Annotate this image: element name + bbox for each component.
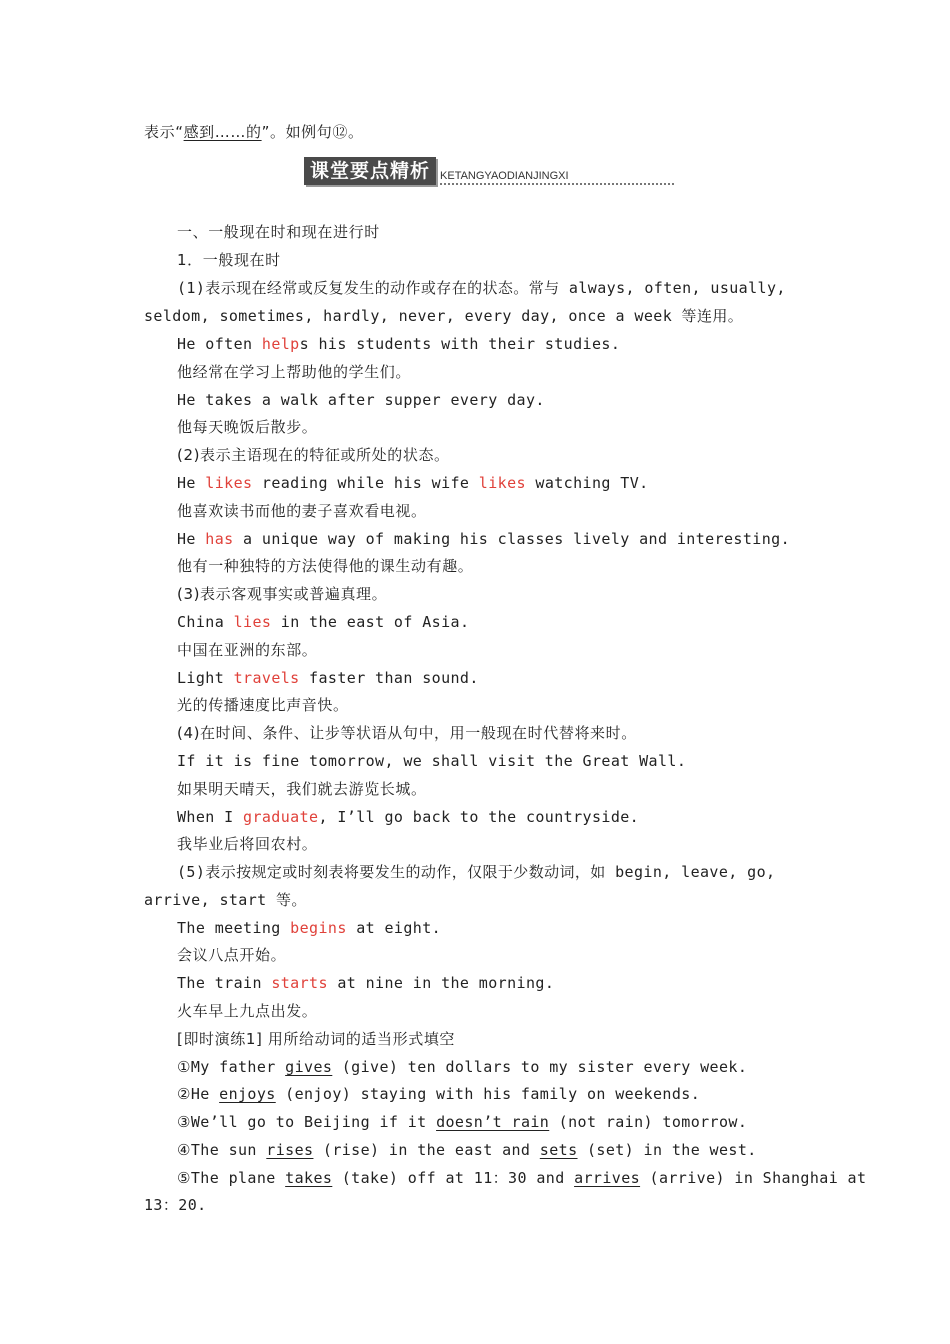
highlight-verb: has — [205, 530, 234, 548]
banner-title: 课堂要点精析 — [304, 157, 436, 185]
example-10-translation: 火车早上九点出发。 — [177, 1002, 318, 1020]
example-3-translation: 他喜欢读书而他的妻子喜欢看电视。 — [177, 502, 427, 520]
answer-blank: enjoys — [219, 1085, 276, 1103]
example-6: Light travels faster than sound. — [177, 669, 479, 687]
example-7: If it is fine tomorrow, we shall visit the Great Wall. — [177, 752, 687, 770]
example-8-translation: 我毕业后将回农村。 — [177, 835, 318, 853]
exercise-1: ①My father gives (give) ten dollars to my sister every week. — [177, 1058, 748, 1076]
answer-blank: arrives — [574, 1169, 641, 1187]
exercise-3: ③We’ll go to Beijing if it doesn’t rain (not rain) tomorrow. — [177, 1113, 748, 1131]
highlight-verb: help — [261, 335, 300, 353]
example-10: The train starts at nine in the morning. — [177, 974, 555, 992]
example-3: He likes reading while his wife likes watching TV. — [177, 474, 649, 492]
subsection-heading: 1．一般现在时 — [177, 251, 281, 269]
example-4-translation: 他有一种独特的方法使得他的课生动有趣。 — [177, 557, 474, 575]
highlight-verb: starts — [271, 974, 328, 992]
answer-blank: rises — [266, 1141, 314, 1159]
example-8: When I graduate, I’ll go back to the countryside. — [177, 808, 640, 826]
rule-1-line-2: seldom, sometimes, hardly, never, every day, once a week 等连用。 — [144, 307, 744, 325]
banner-subtitle: KETANGYAODIANJINGXI — [440, 170, 674, 185]
example-7-translation: 如果明天晴天，我们就去游览长城。 — [177, 780, 427, 798]
example-1: He often helps his students with their studies. — [177, 335, 621, 353]
answer-blank: takes — [285, 1169, 333, 1187]
answer-blank: gives — [285, 1058, 333, 1076]
example-6-translation: 光的传播速度比声音快。 — [177, 696, 349, 714]
highlight-verb: begins — [290, 919, 347, 937]
example-5-translation: 中国在亚洲的东部。 — [177, 641, 318, 659]
rule-3: (3)表示客观事实或普遍真理。 — [177, 585, 388, 603]
section-heading: 一、一般现在时和现在进行时 — [177, 223, 380, 241]
intro-emphasis: 感到……的 — [183, 123, 262, 141]
exercise-4: ④The sun rises (rise) in the east and sets (set) in the west. — [177, 1141, 757, 1159]
rule-5-line-2: arrive, start 等。 — [144, 891, 307, 909]
exercise-5: ⑤The plane takes (take) off at 11：30 and arrives (arrive) in Shanghai at — [177, 1169, 867, 1187]
section-banner — [304, 157, 674, 185]
rule-5-line-1: (5)表示按规定或时刻表将要发生的动作，仅限于少数动词，如 begin, leave, go, — [177, 863, 776, 881]
example-2: He takes a walk after supper every day. — [177, 391, 545, 409]
example-5: China lies in the east of Asia. — [177, 613, 470, 631]
highlight-verb: likes — [205, 474, 253, 492]
rule-4: (4)在时间、条件、让步等状语从句中，用一般现在时代替将来时。 — [177, 724, 637, 742]
intro-line: 表示“感到……的”。如例句⑫。 — [144, 123, 364, 141]
highlight-verb: travels — [233, 669, 300, 687]
answer-blank: doesn’t rain — [436, 1113, 550, 1131]
answer-blank: sets — [539, 1141, 578, 1159]
highlight-verb: graduate — [243, 808, 319, 826]
practice-title: [即时演练1] 用所给动词的适当形式填空 — [177, 1030, 456, 1048]
example-2-translation: 他每天晚饭后散步。 — [177, 418, 318, 436]
example-1-translation: 他经常在学习上帮助他的学生们。 — [177, 363, 412, 381]
rule-1-line-1: (1)表示现在经常或反复发生的动作或存在的状态。常与 always, often, usually, — [177, 279, 786, 297]
example-9: The meeting begins at eight. — [177, 919, 442, 937]
example-9-translation: 会议八点开始。 — [177, 946, 287, 964]
example-4: He has a unique way of making his classes lively and interesting. — [177, 530, 791, 548]
exercise-2: ②He enjoys (enjoy) staying with his family on weekends. — [177, 1085, 701, 1103]
highlight-verb: lies — [233, 613, 272, 631]
exercise-5-continuation: 13：20. — [144, 1196, 207, 1214]
highlight-verb: likes — [478, 474, 526, 492]
rule-2: (2)表示主语现在的特征或所处的状态。 — [177, 446, 450, 464]
